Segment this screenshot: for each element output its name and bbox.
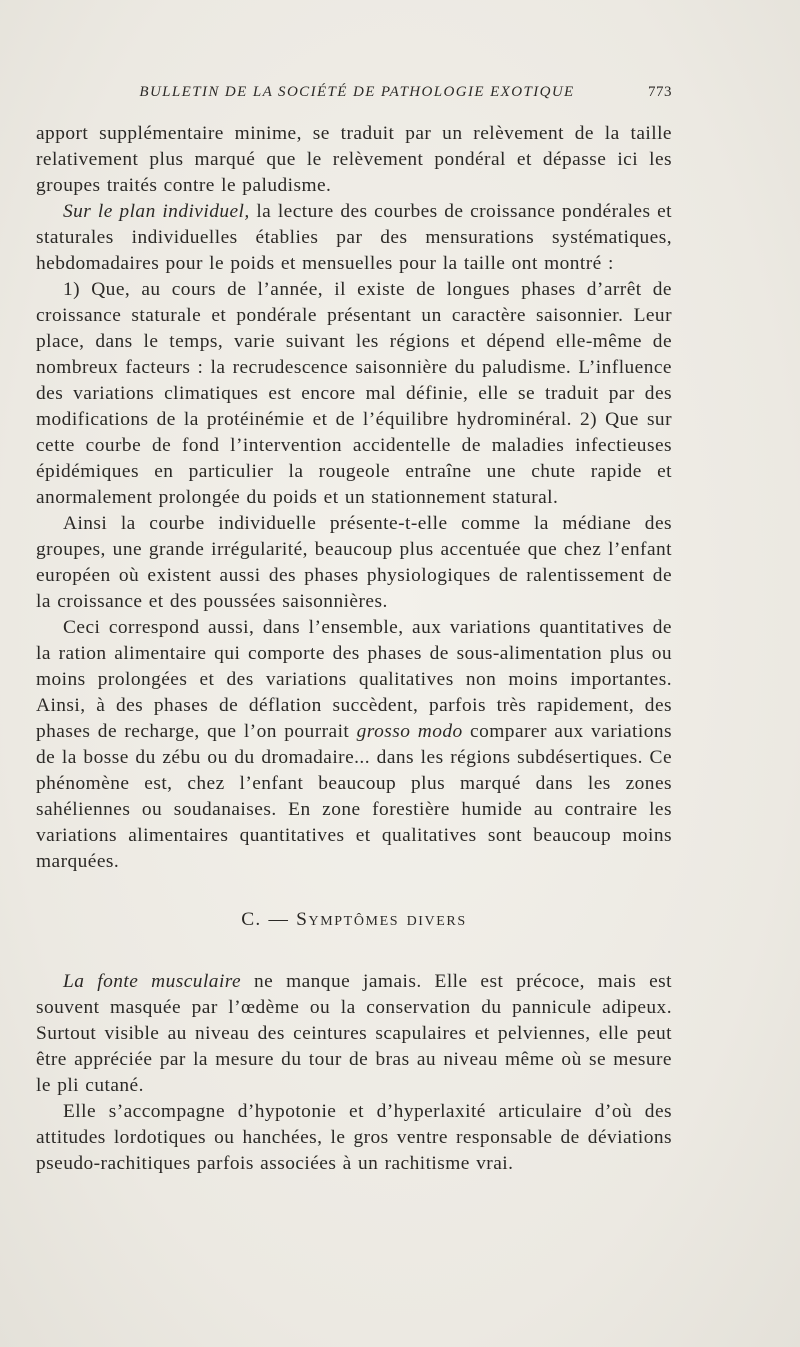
paragraph-3: 1) Que, au cours de l’année, il existe de longues phases d’arrêt de croissance staturale et pondérale présentant un caractère saisonnier. Leur place, dans le temps, varie suivant les régions et dépend elle-même de nombreux facteurs : la recrudescence saisonnière du paludisme. L’influence des variations climatiques est encore mal définie, elle se traduit par des modifications de la protéinémie et de l’équilibre hydrominéral. 2) Que sur cette courbe de fond l’intervention accidentelle de maladies infectieuses épidémiques en particulier la rougeole entraîne une chute rapide et anormalement prolongée du poids et un stationnement statural. <box>36 279 672 508</box>
paragraph-5-text-b: comparer aux variations de la bosse du zébu ou du dromadaire... dans les régions subdésertiques. Ce phénomène est, chez l’enfant beaucoup plus marqué dans les zones sahéliennes ou soudanaises. En zone forestière humide au contraire les variations alimentaires quantitatives et qualitatives sont beaucoup moins marquées. <box>36 721 672 872</box>
page-number: 773 <box>648 84 672 100</box>
paragraph-6-lead: La fonte musculaire <box>63 971 242 992</box>
paragraph-2 <box>36 199 672 277</box>
paragraph-2-text: la lecture des courbes de croissance pondérales et staturales individuelles établies par des mensurations systématiques, hebdomadaires pour le poids et mensuelles pour la taille ont montré : <box>36 201 672 274</box>
paragraph-5-text-a: Ceci correspond aussi, dans l’ensemble, aux variations quantitatives de la ration alimentaire qui comporte des phases de sous-alimentation plus ou moins prolongées et des variations qualitatives non moins importantes. Ainsi, à des phases de déflation succèdent, parfois très rapidement, des phases de recharge, que l’on pourrait <box>36 617 672 742</box>
paragraph-4: Ainsi la courbe individuelle présente-t-elle comme la médiane des groupes, une grande irrégularité, beaucoup plus accentuée que chez l’enfant européen où existent aussi des phases physiologiques de ralentissement de la croissance et des poussées saisonnières. <box>36 513 672 612</box>
paragraph-7: Elle s’accompagne d’hypotonie et d’hyperlaxité articulaire d’où des attitudes lordotiques ou hanchées, le gros ventre responsable de déviations pseudo-rachitiques parfois associées à un rachitisme vrai. <box>36 1101 672 1174</box>
running-header: BULLETIN DE LA SOCIÉTÉ DE PATHOLOGIE EXOTIQUE <box>139 84 575 100</box>
paragraph-2-lead: Sur le plan individuel, <box>63 201 250 222</box>
paragraph-1: apport supplémentaire minime, se traduit par un relèvement de la taille relativement plus marqué que le relèvement pondéral et dépasse ici les groupes traités contre le paludisme. <box>36 123 672 196</box>
paragraph-5-italic: grosso modo <box>356 721 463 742</box>
paragraph-5 <box>36 615 672 875</box>
section-title: Symptômes divers <box>296 909 467 930</box>
body-text <box>36 121 672 1177</box>
section-heading <box>36 907 672 933</box>
paragraph-6-text: ne manque jamais. Elle est précoce, mais est souvent masquée par l’œdème ou la conservation du pannicule adipeux. Surtout visible au niveau des ceintures scapulaires et pelviennes, elle peut être appréciée par la mesure du tour de bras au niveau même où se mesure le pli cutané. <box>36 971 672 1096</box>
section-letter: C. — <box>241 909 290 930</box>
paragraph-6 <box>36 969 672 1099</box>
